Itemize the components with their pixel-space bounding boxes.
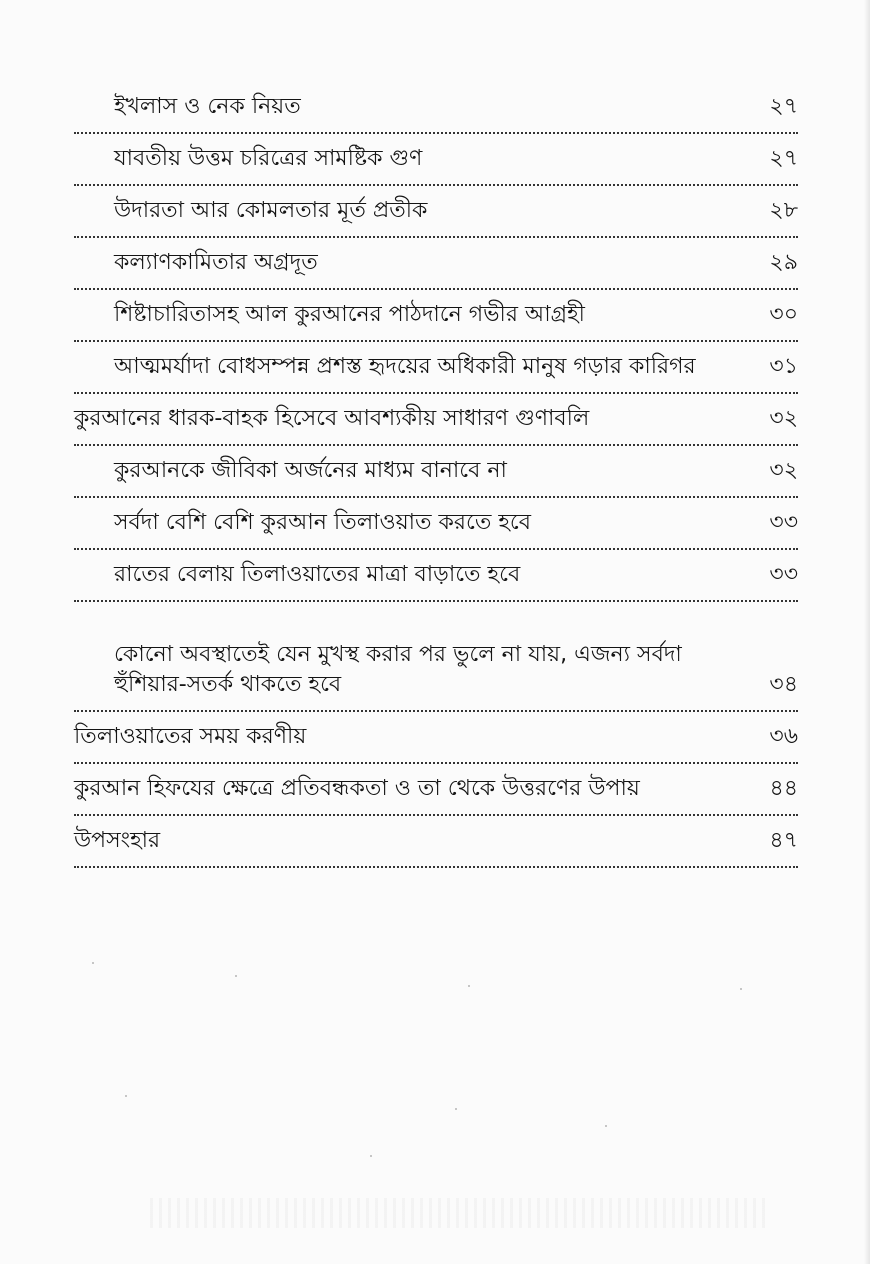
toc-entry-page: ৩১: [769, 354, 798, 379]
toc-entry-title: কুরআনকে জীবিকা অর্জনের মাধ্যম বানাবে না: [114, 458, 507, 483]
toc-entry-page: ২৭: [769, 94, 798, 119]
toc-entry: [74, 446, 798, 498]
toc-entry-page: ৩২: [769, 458, 798, 483]
paper-speckle: [468, 985, 470, 987]
paper-speckle: [92, 962, 94, 964]
toc-entry: [74, 602, 798, 712]
toc-entry-page: ৩২: [769, 406, 798, 431]
paper-speckle: [370, 1155, 372, 1157]
paper-speckle: [605, 1125, 607, 1127]
table-of-contents: [74, 82, 798, 868]
page-edge-shadow: [864, 0, 870, 1264]
toc-entry-title: উদারতা আর কোমলতার মূর্ত প্রতীক: [114, 198, 428, 223]
paper-speckle: [455, 1108, 457, 1110]
toc-entry: [74, 186, 798, 238]
toc-entry-chapter: [74, 764, 798, 816]
toc-entry-page: ৩৩: [769, 562, 798, 587]
toc-entry-title: কুরআন হিফযের ক্ষেত্রে প্রতিবন্ধকতা ও তা থেকে উত্তরণের উপায়: [74, 776, 640, 801]
toc-entry-chapter: [74, 816, 798, 868]
show-through-text: [150, 1198, 770, 1228]
paper-speckle: [235, 975, 237, 977]
toc-entry-title: রাতের বেলায় তিলাওয়াতের মাত্রা বাড়াতে হবে: [114, 562, 521, 587]
toc-entry-title: কোনো অবস্থাতেই যেন মুখস্থ করার পর ভুলে না যায়, এজন্য সর্বদা হুঁশিয়ার-সতর্ক থাকতে হবে: [114, 642, 682, 697]
toc-entry-page: ৩৬: [769, 724, 798, 749]
toc-entry-page: ২৮: [769, 198, 798, 223]
toc-entry-page: ৩০: [769, 302, 798, 327]
toc-entry-title: শিষ্টাচারিতাসহ আল কুরআনের পাঠদানে গভীর আগ্রহী: [114, 302, 585, 327]
toc-entry-page: ২৭: [769, 146, 798, 171]
toc-entry: [74, 550, 798, 602]
toc-entry-title: উপসংহার: [74, 828, 161, 853]
toc-entry: [74, 290, 798, 342]
toc-entry: [74, 342, 798, 394]
toc-entry-title: আত্মমর্যাদা বোধসম্পন্ন প্রশস্ত হৃদয়ের অধিকারী মানুষ গড়ার কারিগর: [114, 354, 696, 379]
toc-entry-title: যাবতীয় উত্তম চরিত্রের সামষ্টিক গুণ: [114, 146, 423, 171]
toc-entry-chapter: [74, 712, 798, 764]
toc-entry-page: ৩৪: [769, 672, 798, 697]
toc-entry: [74, 238, 798, 290]
toc-entry-page: ৪৭: [769, 828, 798, 853]
toc-entry: [74, 134, 798, 186]
toc-entry-title: কুরআনের ধারক-বাহক হিসেবে আবশ্যকীয় সাধারণ গুণাবলি: [74, 406, 590, 431]
toc-entry-page: ৪৪: [769, 776, 798, 801]
toc-entry-title: সর্বদা বেশি বেশি কুরআন তিলাওয়াত করতে হবে: [114, 510, 532, 535]
toc-entry: [74, 82, 798, 134]
toc-entry-page: ৩৩: [769, 510, 798, 535]
toc-entry-page: ২৯: [769, 250, 798, 275]
toc-entry: [74, 498, 798, 550]
toc-entry-title: তিলাওয়াতের সময় করণীয়: [74, 724, 307, 749]
toc-entry-title: ইখলাস ও নেক নিয়ত: [114, 94, 301, 119]
toc-entry-title: কল্যাণকামিতার অগ্রদূত: [114, 250, 318, 275]
toc-entry-chapter: [74, 394, 798, 446]
paper-speckle: [125, 1095, 127, 1097]
paper-speckle: [740, 988, 742, 990]
